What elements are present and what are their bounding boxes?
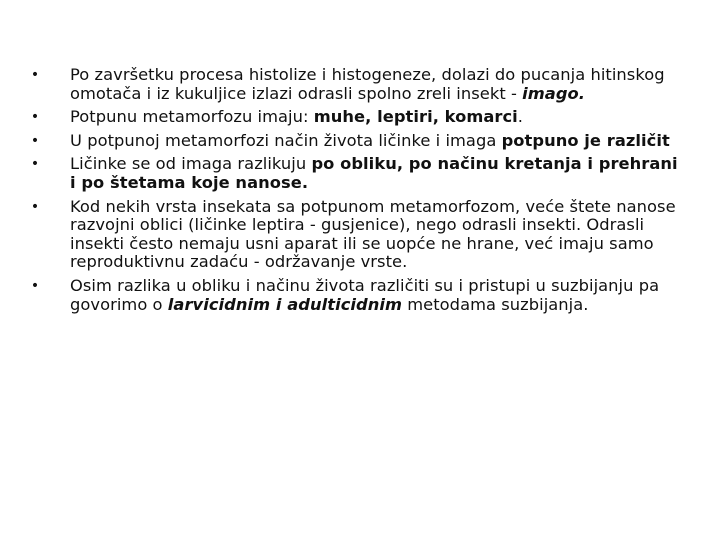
bullet-text-end: metodama suzbijanja. [402,294,589,314]
bullet-dot-icon: • [30,277,40,294]
bullet-text: U potpunoj metamorfozi način života ličinke i imaga [70,130,502,150]
bullet-text-end: . [517,107,524,127]
bullet-item-damage [28,198,688,272]
bullet-dot-icon: • [30,132,40,149]
bullet-dot-icon: • [30,156,40,173]
bullet-emphasis: larvicidnim i adulticidnim [167,294,403,314]
bullet-text: Ličinke se od imaga razlikuju [70,154,312,174]
bullet-emphasis: po obliku, po načinu kretanja i prehrani i po štetama koje nanose. [70,154,678,192]
bullet-dot-icon: • [30,67,40,83]
bullet-text: Po završetku procesa histolize i histogeneze, dolazi do pucanja hitinskog omotača i iz kukuljice izlazi odrasli spolno zreli insekt - [70,65,665,103]
bullet-text: Kod nekih vrsta insekata sa potpunom metamorfozom, veće štete nanose razvojni oblici (ličinke leptira - gusjenice), nego odrasli insekti. Odrasli insekti često nemaju usni aparat ili se uopće ne hrane, već imaju samo reproduktivnu zadaću - održavanje vrste. [70,196,676,272]
bullet-item-lifestyle [28,132,688,151]
bullet-dot-icon: • [30,109,40,126]
bullet-emphasis: muhe, leptiri, komarci [313,107,518,127]
bullet-item-differences [28,155,688,192]
bullet-text: Potpunu metamorfozu imaju: [70,107,314,127]
bullet-item-imago [28,66,688,103]
bullet-dot-icon: • [30,198,40,215]
bullet-item-full-metamorphosis [28,108,688,127]
bullet-item-control-methods [28,277,688,314]
bullet-emphasis: imago. [522,83,586,103]
bullet-text: Osim razlika u obliku i načinu života različiti su i pristupi u suzbijanju pa govorimo o [70,275,660,314]
bullet-emphasis: potpuno je različit [501,130,670,150]
bullet-list [28,66,688,319]
